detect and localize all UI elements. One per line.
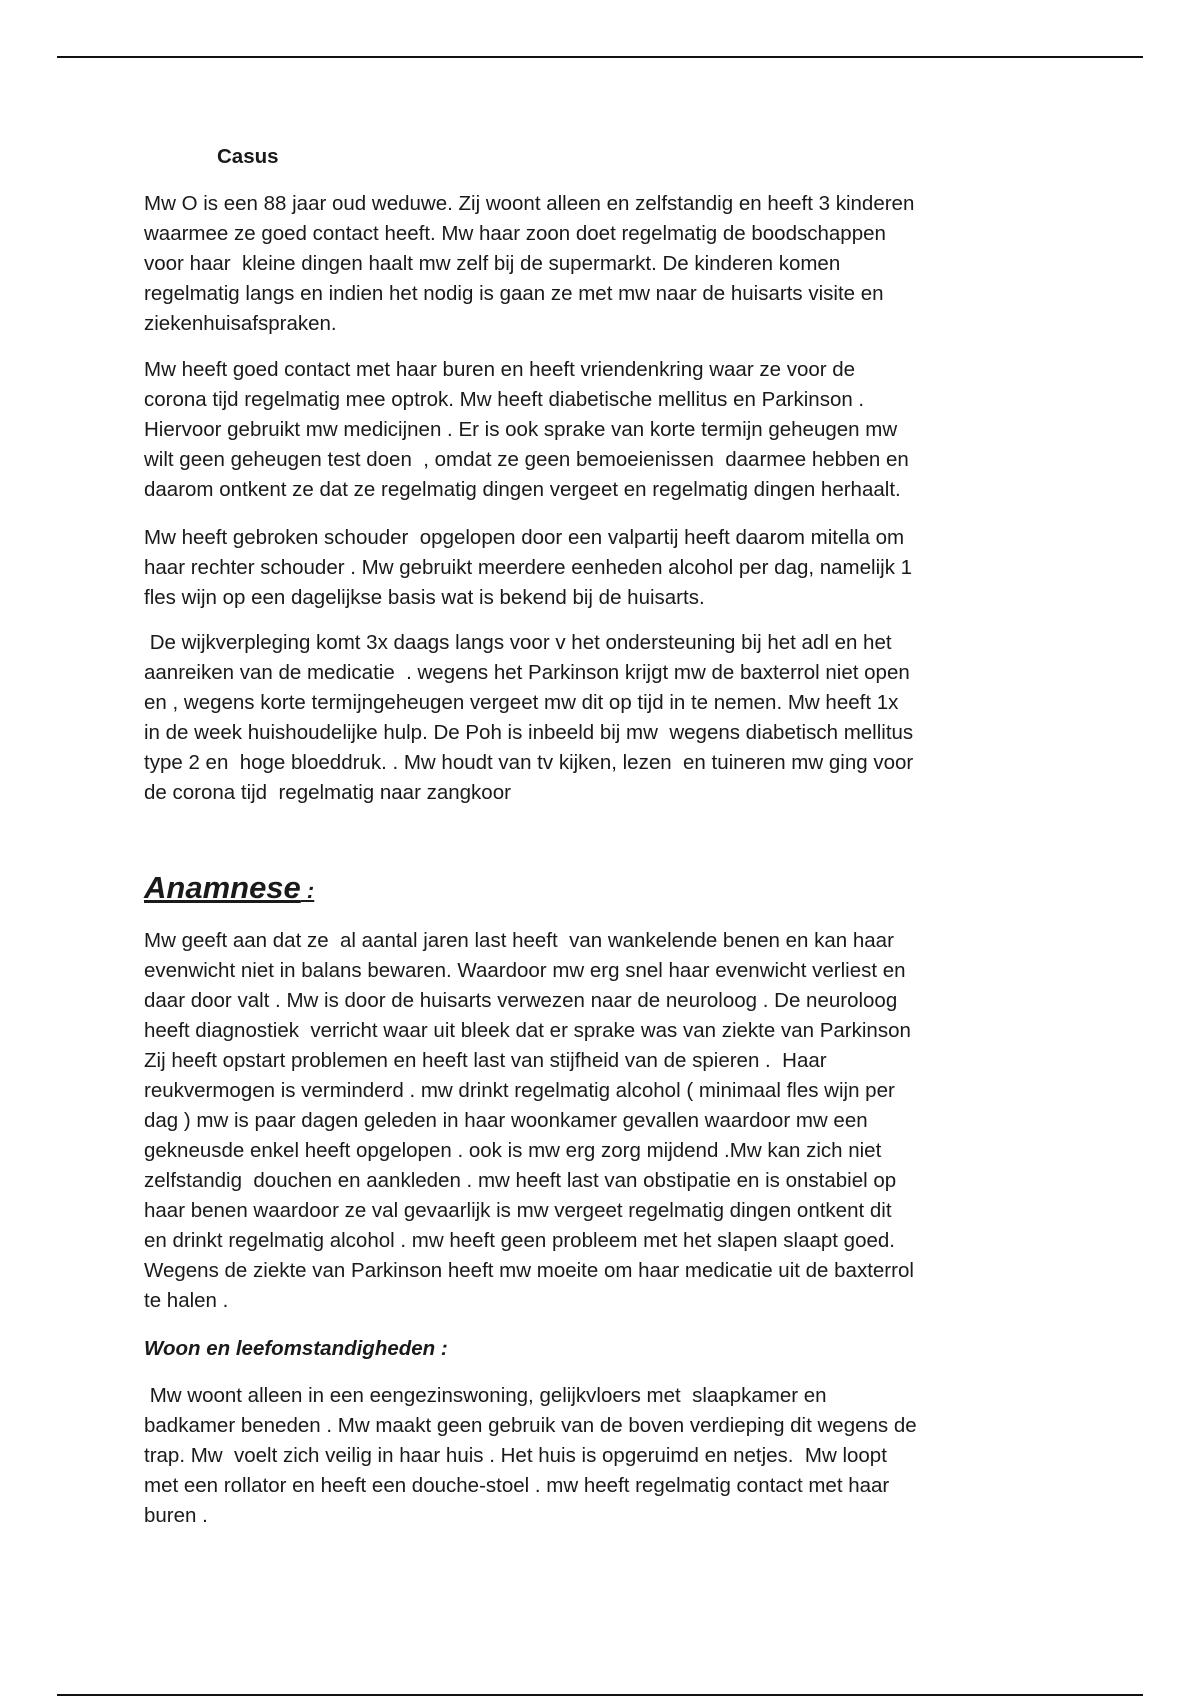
text-line: wilt geen geheugen test doen , omdat ze geen bemoeienissen daarmee hebben en (144, 448, 909, 471)
anamnese-heading (144, 870, 314, 906)
text-line: haar rechter schouder . Mw gebruikt meerdere eenheden alcohol per dag, namelijk 1 (144, 556, 913, 579)
casus-paragraph-4 (144, 628, 913, 808)
text-line: type 2 en hoge bloeddruk. . Mw houdt van tv kijken, lezen en tuineren mw ging voor (144, 751, 914, 774)
casus-paragraph-1 (144, 189, 914, 339)
casus-paragraph-3 (144, 523, 912, 613)
text-line: gekneusde enkel heeft opgelopen . ook is mw erg zorg mijdend .Mw kan zich niet (144, 1139, 882, 1162)
text-line: Mw heeft gebroken schouder opgelopen door een valpartij heeft daarom mitella om (144, 526, 905, 549)
text-line: heeft diagnostiek verricht waar uit bleek dat er sprake was van ziekte van Parkinson (144, 1019, 911, 1042)
header-rule (57, 56, 1143, 58)
text-line: met een rollator en heeft een douche-stoel . mw heeft regelmatig contact met haar (144, 1474, 890, 1497)
text-line: en , wegens korte termijngeheugen vergeet mw dit op tijd in te nemen. Mw heeft 1x (144, 691, 899, 714)
text-line: Mw heeft goed contact met haar buren en heeft vriendenkring waar ze voor de (144, 358, 856, 381)
text-line: Zij heeft opstart problemen en heeft last van stijfheid van de spieren . Haar (144, 1049, 827, 1072)
text-line: waarmee ze goed contact heeft. Mw haar zoon doet regelmatig de boodschappen (144, 222, 886, 245)
text-line: daarom ontkent ze dat ze regelmatig dingen vergeet en regelmatig dingen herhaalt. (144, 478, 901, 501)
text-line: ziekenhuisafspraken. (144, 312, 337, 335)
text-line: buren . (144, 1504, 208, 1527)
text-line: haar benen waardoor ze val gevaarlijk is mw vergeet regelmatig dingen ontkent dit (144, 1199, 892, 1222)
text-line: reukvermogen is verminderd . mw drinkt regelmatig alcohol ( minimaal fles wijn per (144, 1079, 895, 1102)
text-line: zelfstandig douchen en aankleden . mw heeft last van obstipatie en is onstabiel op (144, 1169, 897, 1192)
text-line: De wijkverpleging komt 3x daags langs voor v het ondersteuning bij het adl en het (144, 631, 892, 654)
text-line: voor haar kleine dingen haalt mw zelf bij de supermarkt. De kinderen komen (144, 252, 841, 275)
text-line: dag ) mw is paar dagen geleden in haar woonkamer gevallen waardoor mw een (144, 1109, 868, 1132)
anamnese-title: Anamnese (144, 870, 301, 905)
anamnese-paragraph (144, 926, 914, 1316)
woon-heading: Woon en leefomstandigheden : (144, 1337, 448, 1360)
text-line: de corona tijd regelmatig naar zangkoor (144, 781, 511, 804)
casus-paragraph-2 (144, 355, 909, 505)
text-line: Mw O is een 88 jaar oud weduwe. Zij woont alleen en zelfstandig en heeft 3 kinderen (144, 192, 915, 215)
text-line: evenwicht niet in balans bewaren. Waardoor mw erg snel haar evenwicht verliest en (144, 959, 906, 982)
text-line: badkamer beneden . Mw maakt geen gebruik van de boven verdieping dit wegens de (144, 1414, 917, 1437)
text-line: te halen . (144, 1289, 229, 1312)
woon-paragraph (144, 1381, 917, 1531)
text-line: Mw geeft aan dat ze al aantal jaren last heeft van wankelende benen en kan haar (144, 929, 894, 952)
text-line: Wegens de ziekte van Parkinson heeft mw moeite om haar medicatie uit de baxterrol (144, 1259, 914, 1282)
text-line: regelmatig langs en indien het nodig is gaan ze met mw naar de huisarts visite en (144, 282, 884, 305)
casus-heading: Casus (217, 145, 279, 168)
text-line: trap. Mw voelt zich veilig in haar huis . Het huis is opgeruimd en netjes. Mw loopt (144, 1444, 887, 1467)
footer-rule (57, 1694, 1143, 1696)
text-line: daar door valt . Mw is door de huisarts verwezen naar de neuroloog . De neuroloog (144, 989, 898, 1012)
text-line: fles wijn op een dagelijkse basis wat is bekend bij de huisarts. (144, 586, 705, 609)
anamnese-colon: : (300, 878, 315, 903)
text-line: Mw woont alleen in een eengezinswoning, gelijkvloers met slaapkamer en (144, 1384, 827, 1407)
text-line: en drinkt regelmatig alcohol . mw heeft geen probleem met het slapen slaapt goed. (144, 1229, 895, 1252)
text-line: in de week huishoudelijke hulp. De Poh is inbeeld bij mw wegens diabetisch mellitus (144, 721, 914, 744)
text-line: aanreiken van de medicatie . wegens het Parkinson krijgt mw de baxterrol niet open (144, 661, 910, 684)
text-line: Hiervoor gebruikt mw medicijnen . Er is ook sprake van korte termijn geheugen mw (144, 418, 898, 441)
text-line: corona tijd regelmatig mee optrok. Mw heeft diabetische mellitus en Parkinson . (144, 388, 865, 411)
